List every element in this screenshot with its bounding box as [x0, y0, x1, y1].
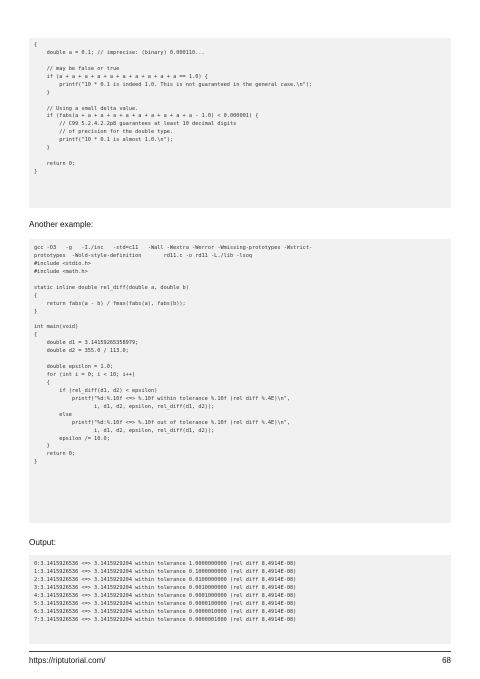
code-line: printf("%d:%.10f <=> %.10f within tolerance %.10f (rel diff %.4E)\n", — [34, 395, 291, 402]
code-line: return fabs(a - b) / fmax(fabs(a), fabs(b)); — [34, 300, 186, 307]
code-line: epsilon /= 10.0; — [34, 435, 110, 442]
code-line: else — [34, 411, 72, 418]
code-line: double d1 = 3.14159265358979; — [34, 340, 139, 347]
code-line: } — [34, 459, 38, 466]
code-line: 0:3.1415926536 <=> 3.1415929204 within tolerance 1.0000000000 (rel diff 8.4914E-08) — [34, 561, 297, 567]
code-block-program-output — [29, 555, 451, 644]
code-line: for (int i = 0; i < 10; i++) — [34, 372, 136, 378]
code-line: } — [34, 89, 50, 96]
code-line: gcc -O3 -g -I./inc -std=c11 -Wall -Wextra -Werror -Wmissing-prototypes -Wstrict- — [34, 245, 313, 251]
code-line: #include <stdio.h> — [34, 260, 91, 267]
code-line: int main(void) — [34, 324, 79, 331]
code-line: { — [34, 379, 50, 386]
code-line: } — [34, 308, 38, 315]
footer-divider — [29, 651, 451, 652]
code-line: printf("10 * 0.1 is almost 1.0.\n"); — [34, 137, 174, 144]
code-line: 4:3.1415926536 <=> 3.1415929204 within tolerance 0.0001000000 (rel diff 8.4914E-08) — [34, 592, 297, 599]
code-line: // may be false or true — [34, 65, 120, 72]
code-line: i, d1, d2, epsilon, rel_diff(d1, d2)); — [34, 403, 215, 410]
code-line: 7:3.1415926536 <=> 3.1415929204 within tolerance 0.0000001000 (rel diff 8.4914E-08) — [34, 616, 297, 623]
code-line: // of precision for the double type. — [34, 129, 174, 136]
code-line: double d2 = 355.0 / 113.0; — [34, 348, 129, 355]
code-line: 2:3.1415926536 <=> 3.1415929204 within tolerance 0.0100000000 (rel diff 8.4914E-08) — [34, 576, 297, 583]
code-line: } — [34, 169, 38, 175]
code-line: 5:3.1415926536 <=> 3.1415929204 within tolerance 0.0000100000 (rel diff 8.4914E-08) — [34, 600, 297, 607]
code-block-c-float-compare — [29, 38, 451, 208]
code-line: if (a + a + a + a + a + a + a + a + a + a == 1.0) { — [34, 73, 208, 80]
code-line: { — [34, 292, 38, 299]
code-line: double epsilon = 1.0; — [34, 364, 114, 371]
code-line: #include <math.h> — [34, 268, 88, 275]
code-line: return 0; — [34, 451, 76, 458]
code-line: } — [34, 145, 50, 152]
code-line: if (fabs(a + a + a + a + a + a + a + a + a + a - 1.0) < 0.000001) { — [34, 113, 259, 120]
code-line: } — [34, 443, 50, 450]
code-line: return 0; — [34, 161, 76, 168]
code-line — [34, 58, 451, 66]
paragraph-output: Output: — [29, 538, 56, 547]
code-line: if (rel_diff(d1, d2) < epsilon) — [34, 387, 158, 394]
code-line — [34, 316, 451, 324]
code-line: i, d1, d2, epsilon, rel_diff(d1, d2)); — [34, 427, 215, 434]
paragraph-another-example: Another example: — [29, 220, 94, 229]
code-line: 3:3.1415926536 <=> 3.1415929204 within tolerance 0.0010000000 (rel diff 8.4914E-08) — [34, 584, 297, 591]
code-line — [34, 277, 451, 285]
page-number: 68 — [442, 656, 451, 665]
code-line: { — [34, 42, 38, 48]
code-line: printf("10 * 0.1 is indeed 1.0. This is not guaranteed in the general case.\n"); — [34, 81, 313, 88]
code-line: 1:3.1415926536 <=> 3.1415929204 within tolerance 0.1000000000 (rel diff 8.4914E-08) — [34, 568, 297, 575]
code-line: static inline double rel_diff(double a, double b) — [34, 284, 189, 291]
code-line: printf("%d:%.10f <=> %.10f out of tolerance %.10f (rel diff %.4E)\n", — [34, 419, 291, 426]
code-line — [34, 356, 451, 364]
code-block-rel-diff-example — [29, 239, 451, 523]
code-line — [34, 98, 451, 106]
code-line — [34, 153, 451, 161]
code-line: prototypes -Wold-style-definition rd11.c -o rd11 -L./lib -lsoq — [34, 252, 253, 259]
footer-url-link[interactable]: https://riptutorial.com/ — [29, 656, 106, 665]
code-line: { — [34, 332, 38, 339]
code-line: // C99 5.2.4.2.2p8 guarantees at least 10 decimal digits — [34, 121, 237, 128]
code-line: 6:3.1415926536 <=> 3.1415929204 within tolerance 0.0000010000 (rel diff 8.4914E-08) — [34, 608, 297, 615]
code-line: double a = 0.1; // imprecise: (binary) 0.000110... — [34, 49, 205, 56]
code-line: // Using a small delta value. — [34, 105, 139, 112]
